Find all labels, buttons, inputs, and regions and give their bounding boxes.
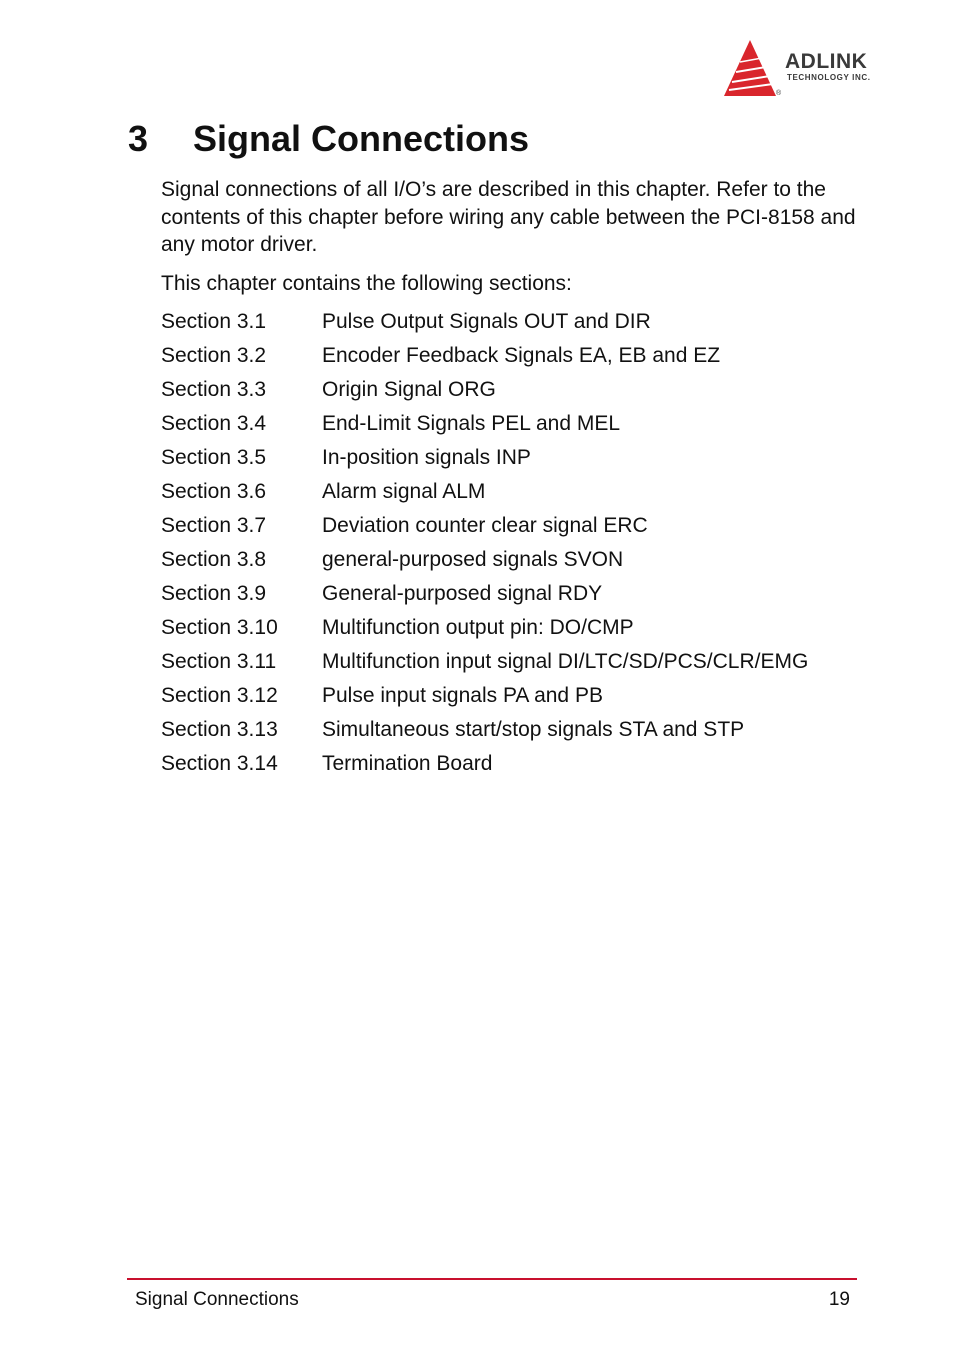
section-number: Section 3.11 — [161, 650, 277, 673]
chapter-number: 3 — [128, 118, 149, 159]
adlink-triangle-icon — [722, 38, 784, 100]
section-title: Encoder Feedback Signals EA, EB and EZ — [322, 344, 721, 367]
section-title: Deviation counter clear signal ERC — [322, 514, 648, 537]
section-number: Section 3.8 — [161, 548, 267, 571]
section-title: Origin Signal ORG — [322, 378, 496, 401]
chapter-title-text: Signal Connections — [193, 118, 530, 159]
section-number: Section 3.4 — [161, 412, 267, 435]
section-title: General-purposed signal RDY — [322, 582, 603, 605]
brand-tagline: TECHNOLOGY INC. — [787, 73, 871, 82]
section-number: Section 3.6 — [161, 480, 267, 503]
section-number: Section 3.12 — [161, 684, 278, 707]
section-title: Termination Board — [322, 752, 493, 775]
page-number: 19 — [828, 1289, 850, 1310]
footer-divider — [127, 1278, 857, 1280]
section-title: Multifunction input signal DI/LTC/SD/PCS/CLR/EMG — [322, 650, 809, 673]
section-item — [161, 512, 861, 546]
section-item — [161, 580, 861, 614]
section-title: Pulse Output Signals OUT and DIR — [322, 310, 651, 333]
section-number: Section 3.1 — [161, 310, 267, 333]
section-item — [161, 716, 861, 750]
section-number: Section 3.10 — [161, 616, 278, 639]
section-item — [161, 478, 861, 512]
contains-paragraph: This chapter contains the following sections: — [161, 271, 572, 295]
footer-chapter-name: Signal Connections — [135, 1289, 299, 1310]
section-title: In-position signals INP — [322, 446, 531, 469]
section-title: Multifunction output pin: DO/CMP — [322, 616, 634, 639]
section-number: Section 3.9 — [161, 582, 267, 605]
section-number: Section 3.7 — [161, 514, 267, 537]
section-item — [161, 750, 861, 784]
section-item — [161, 308, 861, 342]
section-number: Section 3.13 — [161, 718, 278, 741]
section-number: Section 3.3 — [161, 378, 267, 401]
section-item — [161, 444, 861, 478]
section-title: Alarm signal ALM — [322, 480, 486, 503]
section-number: Section 3.5 — [161, 446, 267, 469]
section-title: Pulse input signals PA and PB — [322, 684, 603, 707]
brand-name: ADLINK — [785, 50, 868, 73]
section-item — [161, 682, 861, 716]
section-title: general-purposed signals SVON — [322, 548, 624, 571]
section-item — [161, 546, 861, 580]
section-number: Section 3.14 — [161, 752, 278, 775]
chapter-content — [161, 176, 861, 784]
section-title: End-Limit Signals PEL and MEL — [322, 412, 621, 435]
section-item — [161, 614, 861, 648]
intro-paragraph: Signal connections of all I/O’s are described in this chapter. Refer to the contents of this chapter before wiring any cable between the PCI-8158 and any motor driver. — [161, 178, 856, 256]
section-title: Simultaneous start/stop signals STA and STP — [322, 718, 745, 741]
registered-mark: ® — [776, 90, 782, 97]
chapter-title — [128, 118, 529, 160]
section-item — [161, 376, 861, 410]
section-number: Section 3.2 — [161, 344, 267, 367]
section-item — [161, 648, 861, 682]
section-item — [161, 410, 861, 444]
section-list — [161, 308, 861, 784]
section-item — [161, 342, 861, 376]
adlink-logo — [722, 38, 912, 100]
